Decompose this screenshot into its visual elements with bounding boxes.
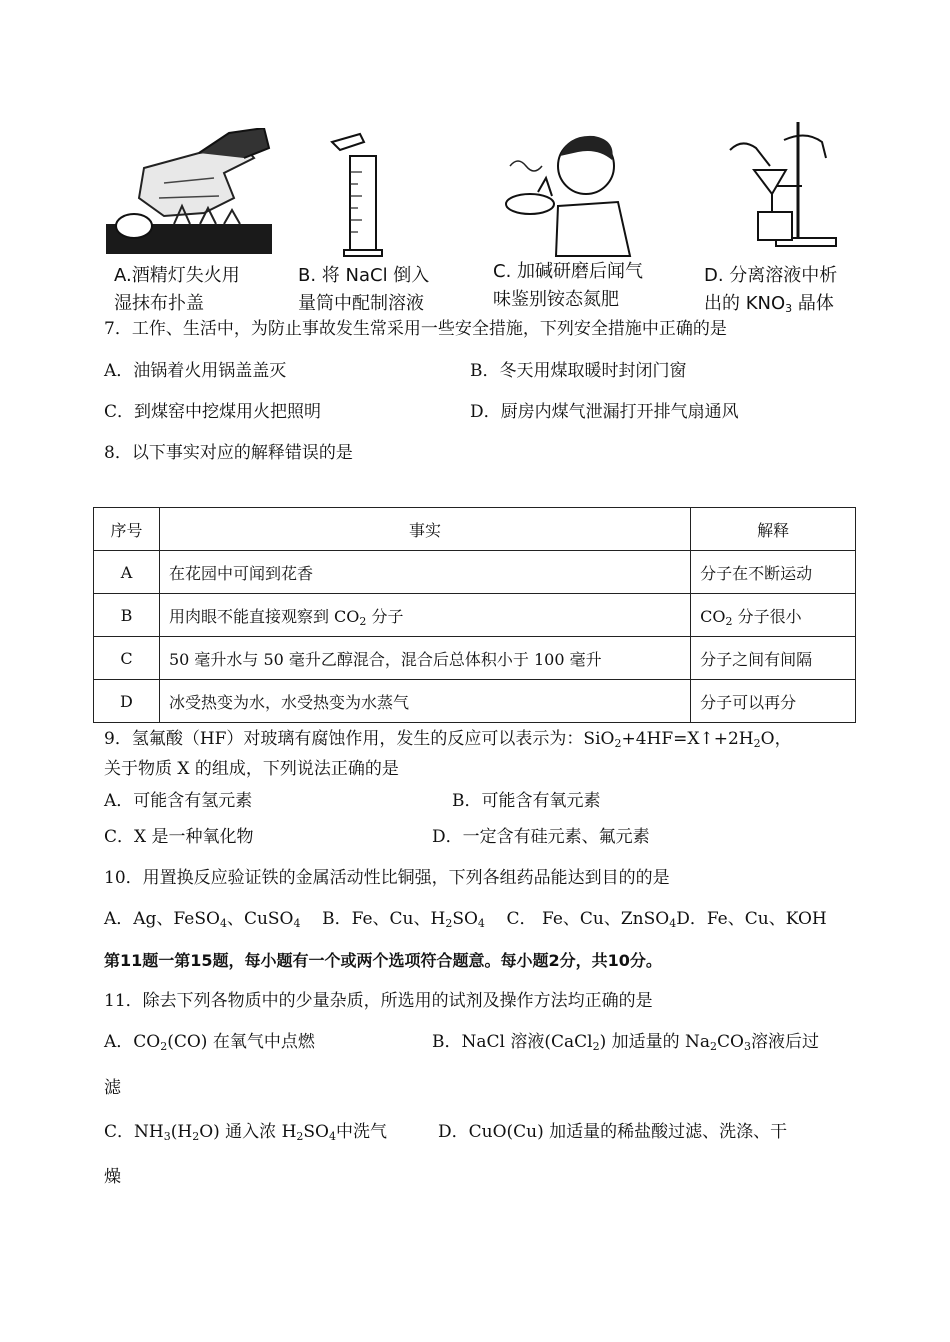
row-d-fact: 冰受热变为水，水受热变为水蒸气 bbox=[159, 680, 690, 723]
q10-c-sub: 4 bbox=[669, 917, 677, 930]
row-a-fact: 在花园中可闻到花香 bbox=[159, 551, 690, 594]
q7-option-d: D．厨房内煤气泄漏打开排气扇通风 bbox=[470, 402, 739, 422]
q11-a-sub: 2 bbox=[160, 1040, 168, 1053]
q10-a-mid: 、CuSO bbox=[226, 909, 294, 929]
q11-b-sub1: 2 bbox=[592, 1040, 600, 1053]
figure-a-caption-line1: A.酒精灯失火用 bbox=[114, 265, 240, 286]
q11-option-d: D．CuO(Cu) 加适量的稀盐酸过滤、洗涤、干 bbox=[438, 1122, 788, 1142]
q10-b-mid: SO bbox=[452, 909, 478, 929]
q11-stem: 11．除去下列各物质中的少量杂质，所选用的试剂及操作方法均正确的是 bbox=[104, 991, 653, 1011]
table-row bbox=[94, 594, 856, 637]
q9-stem-pre: 9．氢氟酸（HF）对玻璃有腐蚀作用，发生的反应可以表示为：SiO bbox=[104, 729, 615, 749]
table-row bbox=[94, 680, 856, 723]
row-c-explain: 分子之间有间隔 bbox=[691, 637, 856, 680]
q10-a-pre: A．Ag、FeSO bbox=[104, 909, 220, 929]
q10-option-c bbox=[507, 909, 677, 929]
q9-stem-mid: +4HF=X↑+2H bbox=[621, 729, 754, 749]
row-b-fact-pre: 用肉眼不能直接观察到 CO bbox=[168, 606, 360, 626]
figure-d-caption bbox=[704, 262, 874, 318]
q11-c-sub3: 2 bbox=[296, 1130, 304, 1143]
q11-a-pre: A．CO bbox=[104, 1032, 161, 1052]
q10-b-pre: B．Fe、Cu、H bbox=[322, 909, 446, 929]
q7-option-c: C．到煤窑中挖煤用火把照明 bbox=[104, 402, 322, 422]
q11-c-mid3: SO bbox=[303, 1122, 329, 1142]
figure-d-caption-line2-post: 晶体 bbox=[792, 293, 834, 314]
q9-stem-sub1: 2 bbox=[614, 737, 622, 750]
q11-c-post: 中洗气 bbox=[335, 1122, 387, 1142]
q9-stem bbox=[104, 728, 792, 750]
figure-d-caption-line2-pre: 出的 KNO bbox=[704, 293, 786, 314]
q9-stem-line2: 关于物质 X 的组成，下列说法正确的是 bbox=[104, 759, 399, 779]
q11-option-d-cont: 燥 bbox=[104, 1167, 121, 1187]
row-a-explain: 分子在不断运动 bbox=[691, 551, 856, 594]
figure-b bbox=[320, 132, 400, 258]
q11-b-sub3: 3 bbox=[743, 1040, 751, 1053]
q11-option-a bbox=[104, 1031, 315, 1053]
figure-b-caption-line2: 量筒中配制溶液 bbox=[298, 293, 424, 314]
q10-options bbox=[104, 908, 827, 930]
q9-stem-sub2: 2 bbox=[753, 737, 761, 750]
q9-option-a: A．可能含有氢元素 bbox=[104, 791, 253, 811]
q11-c-sub4: 4 bbox=[328, 1130, 336, 1143]
header-explain: 解释 bbox=[691, 508, 856, 551]
q11-option-c bbox=[104, 1121, 387, 1143]
q11-c-mid: (H bbox=[170, 1122, 193, 1142]
table-header-row bbox=[94, 508, 856, 551]
q11-b-pre: B．NaCl 溶液(CaCl bbox=[432, 1032, 593, 1052]
row-b-explain-sub: 2 bbox=[725, 614, 733, 628]
q10-b-sub2: 4 bbox=[477, 917, 485, 930]
q9-option-b: B．可能含有氧元素 bbox=[452, 791, 601, 811]
row-c-fact: 50 毫升水与 50 毫升乙醇混合，混合后总体积小于 100 毫升 bbox=[159, 637, 690, 680]
section-note: 第11题一第15题，每小题有一个或两个选项符合题意。每小题2分，共10分。 bbox=[104, 951, 662, 970]
q7-option-b: B．冬天用煤取暖时封闭门窗 bbox=[470, 361, 687, 381]
q11-b-post: 溶液后过 bbox=[750, 1032, 819, 1052]
figure-b-caption-line1: B. 将 NaCl 倒入 bbox=[298, 265, 430, 286]
q11-b-sub2: 2 bbox=[710, 1040, 718, 1053]
figure-a-drawing bbox=[104, 128, 274, 258]
row-d-explain: 分子可以再分 bbox=[691, 680, 856, 723]
row-b-id: B bbox=[94, 594, 160, 637]
figure-a bbox=[104, 128, 274, 258]
q9-option-d: D．一定含有硅元素、氟元素 bbox=[432, 827, 650, 847]
header-id: 序号 bbox=[94, 508, 160, 551]
figure-d bbox=[726, 120, 846, 248]
row-b-fact bbox=[159, 594, 690, 637]
figure-d-caption-line1: D. 分离溶液中析 bbox=[704, 265, 838, 286]
q11-c-mid2: O) 通入浓 H bbox=[199, 1122, 297, 1142]
q10-option-d: D．Fe、Cu、KOH bbox=[676, 909, 827, 929]
row-d-id: D bbox=[94, 680, 160, 723]
row-b-fact-post: 分子 bbox=[366, 606, 404, 626]
figure-c-caption bbox=[493, 258, 683, 314]
q10-a-sub1: 4 bbox=[219, 917, 227, 930]
figure-c-caption-line2: 味鉴别铵态氮肥 bbox=[493, 289, 619, 310]
q11-option-b-cont: 滤 bbox=[104, 1078, 121, 1098]
q11-c-pre: C．NH bbox=[104, 1122, 164, 1142]
figure-b-drawing bbox=[320, 132, 400, 258]
q11-b-mid2: CO bbox=[717, 1032, 744, 1052]
figure-b-caption bbox=[298, 262, 468, 318]
q11-c-sub2: 2 bbox=[192, 1130, 200, 1143]
q10-option-b bbox=[322, 909, 485, 929]
table-row bbox=[94, 637, 856, 680]
q7-option-a: A．油锅着火用锅盖盖灭 bbox=[104, 361, 287, 381]
q11-b-mid: ) 加适量的 Na bbox=[599, 1032, 711, 1052]
row-b-explain-post: 分子很小 bbox=[732, 606, 802, 626]
q7-stem: 7．工作、生活中，为防止事故发生常采用一些安全措施，下列安全措施中正确的是 bbox=[104, 319, 727, 339]
q10-a-sub2: 4 bbox=[293, 917, 301, 930]
figure-c bbox=[498, 126, 638, 258]
row-b-fact-sub: 2 bbox=[359, 614, 367, 628]
q9-stem-post: O， bbox=[760, 729, 792, 749]
figure-a-caption-line2: 湿抹布扑盖 bbox=[114, 293, 204, 314]
q11-a-post: (CO) 在氧气中点燃 bbox=[167, 1032, 315, 1052]
q8-stem: 8．以下事实对应的解释错误的是 bbox=[104, 443, 353, 463]
row-b-explain-pre: CO bbox=[700, 606, 726, 626]
q10-c-pre: C． Fe、Cu、ZnSO bbox=[506, 909, 670, 929]
q10-option-a bbox=[104, 909, 301, 929]
q9-option-c: C．X 是一种氧化物 bbox=[104, 827, 254, 847]
q10-stem: 10．用置换反应验证铁的金属活动性比铜强，下列各组药品能达到目的的是 bbox=[104, 868, 670, 888]
figure-a-caption bbox=[114, 262, 284, 318]
table-row bbox=[94, 551, 856, 594]
q11-option-b bbox=[432, 1031, 819, 1053]
q11-c-sub1: 3 bbox=[163, 1130, 171, 1143]
figure-c-caption-line1: C. 加碱研磨后闻气 bbox=[493, 261, 644, 282]
figure-d-caption-line2-sub: 3 bbox=[785, 302, 793, 315]
figure-d-drawing bbox=[726, 120, 846, 248]
header-fact: 事实 bbox=[159, 508, 690, 551]
q10-b-sub1: 2 bbox=[445, 917, 453, 930]
row-b-explain bbox=[691, 594, 856, 637]
facts-table bbox=[93, 507, 856, 723]
figure-c-drawing bbox=[498, 126, 638, 258]
figure-d-caption-line2 bbox=[704, 290, 874, 318]
row-c-id: C bbox=[94, 637, 160, 680]
row-a-id: A bbox=[94, 551, 160, 594]
